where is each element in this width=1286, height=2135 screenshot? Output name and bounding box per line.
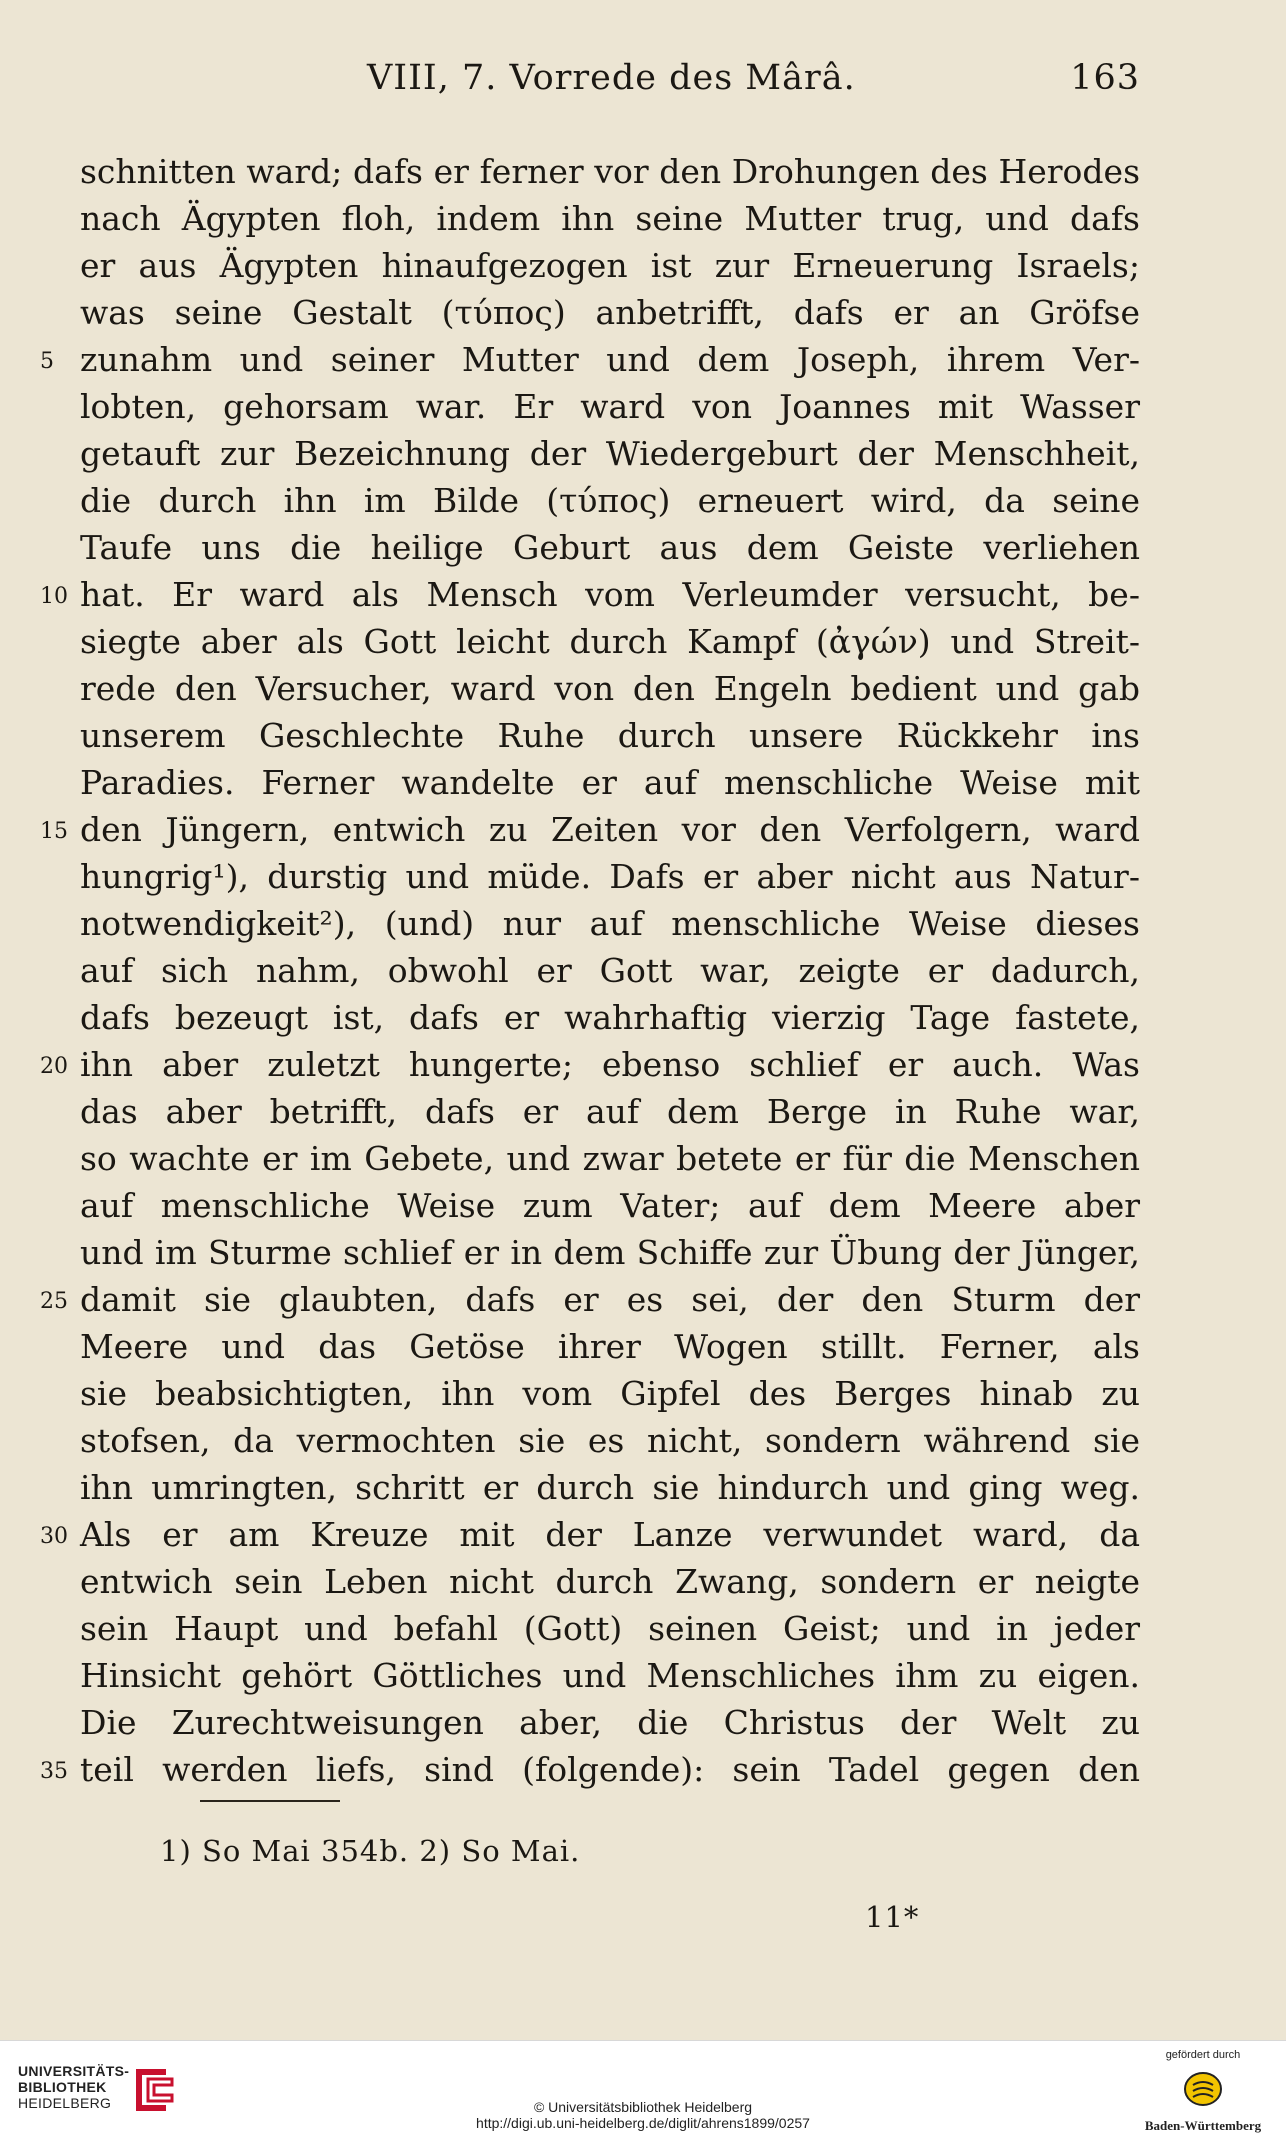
line-text: lobten, gehorsam war. Er ward von Joannes mit Wasser — [80, 387, 1140, 426]
text-line — [80, 1323, 1140, 1370]
line-text: notwendigkeit²), (und) nur auf menschliche Weise dieses — [80, 904, 1140, 943]
signature-mark: 11* — [865, 1900, 920, 1934]
line-text: hat. Er ward als Mensch vom Verleumder versucht, be- — [80, 575, 1140, 614]
text-line — [80, 477, 1140, 524]
digitization-footer — [0, 2040, 1286, 2135]
text-line — [80, 1464, 1140, 1511]
line-text: Meere und das Getöse ihrer Wogen stillt. Ferner, als — [80, 1327, 1140, 1366]
permalink[interactable]: http://digi.ub.uni-heidelberg.de/diglit/ahrens1899/0257 — [476, 2115, 810, 2131]
line-number: 15 — [40, 819, 68, 844]
sponsor-name: Baden-Württemberg — [1144, 2118, 1262, 2133]
text-line — [80, 1370, 1140, 1417]
line-text: rede den Versucher, ward von den Engeln bedient und gab — [80, 669, 1140, 708]
line-text: siegte aber als Gott leicht durch Kampf (ἀγών) und Streit- — [80, 622, 1140, 661]
line-text: die durch ihn im Bilde (τύπος) erneuert wird, da seine — [80, 481, 1140, 520]
line-text: sie beabsichtigten, ihn vom Gipfel des Berges hinab zu — [80, 1374, 1140, 1413]
sponsor-block[interactable] — [1138, 2049, 1268, 2134]
text-line — [40, 1746, 1140, 1793]
text-line — [80, 1417, 1140, 1464]
text-line — [80, 1229, 1140, 1276]
line-text: damit sie glaubten, dafs er es sei, der den Sturm der — [80, 1280, 1140, 1319]
line-number: 30 — [40, 1524, 68, 1549]
text-line — [80, 1558, 1140, 1605]
line-text: unserem Geschlechte Ruhe durch unsere Rückkehr ins — [80, 716, 1140, 755]
line-text: Hinsicht gehört Göttliches und Menschliches ihm zu eigen. — [80, 1656, 1140, 1695]
page-header — [80, 58, 1140, 104]
copyright-notice — [0, 2099, 1286, 2131]
text-line — [80, 665, 1140, 712]
text-line — [80, 1652, 1140, 1699]
text-line — [80, 195, 1140, 242]
text-line — [80, 242, 1140, 289]
library-name-line1: UNIVERSITÄTS- — [18, 2063, 130, 2079]
text-line — [80, 524, 1140, 571]
line-text: Taufe uns die heilige Geburt aus dem Geiste verliehen — [80, 528, 1140, 567]
text-line — [80, 853, 1140, 900]
text-line — [40, 1041, 1140, 1088]
line-text: getauft zur Bezeichnung der Wiedergeburt der Menschheit, — [80, 434, 1140, 473]
line-text: sein Haupt und befahl (Gott) seinen Geist; und in jeder — [80, 1609, 1140, 1648]
line-text: stofsen, da vermochten sie es nicht, sondern während sie — [80, 1421, 1140, 1460]
text-line — [80, 148, 1140, 195]
state-seal-icon — [1181, 2067, 1225, 2111]
page-number: 163 — [1070, 58, 1140, 98]
line-text: Die Zurechtweisungen aber, die Christus der Welt zu — [80, 1703, 1140, 1742]
text-line — [80, 430, 1140, 477]
text-line — [80, 1182, 1140, 1229]
text-line — [40, 1511, 1140, 1558]
line-text: er aus Ägypten hinaufgezogen ist zur Erneuerung Israels; — [80, 246, 1140, 285]
text-line — [80, 1605, 1140, 1652]
text-line — [40, 336, 1140, 383]
line-text: nach Ägypten floh, indem ihn seine Mutter trug, und dafs — [80, 199, 1140, 238]
line-number: 25 — [40, 1289, 68, 1314]
line-text: den Jüngern, entwich zu Zeiten vor den Verfolgern, ward — [80, 810, 1140, 849]
line-text: Als er am Kreuze mit der Lanze verwundet ward, da — [80, 1515, 1140, 1554]
line-text: was seine Gestalt (τύπος) anbetrifft, dafs er an Gröfse — [80, 293, 1140, 332]
copyright-text: © Universitätsbibliothek Heidelberg — [533, 2099, 753, 2115]
line-text: schnitten ward; dafs er ferner vor den Drohungen des Herodes — [80, 152, 1140, 191]
library-name-line3: HEIDELBERG — [18, 2095, 112, 2111]
text-line — [40, 1276, 1140, 1323]
line-number: 35 — [40, 1759, 68, 1784]
line-text: zunahm und seiner Mutter und dem Joseph, ihrem Ver- — [80, 340, 1140, 379]
text-line — [80, 383, 1140, 430]
running-title: VIII, 7. Vorrede des Mârâ. — [367, 58, 856, 98]
line-text: dafs bezeugt ist, dafs er wahrhaftig vierzig Tage fastete, — [80, 998, 1140, 1037]
text-line — [80, 994, 1140, 1041]
text-line — [80, 900, 1140, 947]
line-text: das aber betrifft, dafs er auf dem Berge in Ruhe war, — [80, 1092, 1140, 1131]
text-line — [80, 712, 1140, 759]
library-name-line2: BIBLIOTHEK — [18, 2079, 107, 2095]
text-line — [80, 1088, 1140, 1135]
line-text: teil werden liefs, sind (folgende): sein Tadel gegen den — [80, 1750, 1140, 1789]
footnotes: 1) So Mai 354b. 2) So Mai. — [160, 1834, 581, 1868]
text-line — [80, 289, 1140, 336]
line-text: hungrig¹), durstig und müde. Dafs er aber nicht aus Natur- — [80, 857, 1140, 896]
text-line — [40, 806, 1140, 853]
sponsor-label: gefördert durch — [1165, 2049, 1241, 2061]
line-text: auf sich nahm, obwohl er Gott war, zeigte er dadurch, — [80, 951, 1140, 990]
text-line — [80, 947, 1140, 994]
text-line — [80, 759, 1140, 806]
text-line — [80, 1699, 1140, 1746]
footnote-rule — [200, 1800, 340, 1802]
line-text: ihn aber zuletzt hungerte; ebenso schlief er auch. Was — [80, 1045, 1140, 1084]
line-text: und im Sturme schlief er in dem Schiffe zur Übung der Jünger, — [80, 1233, 1140, 1272]
line-text: entwich sein Leben nicht durch Zwang, sondern er neigte — [80, 1562, 1140, 1601]
text-line — [80, 1135, 1140, 1182]
line-number: 20 — [40, 1054, 68, 1079]
line-number: 10 — [40, 584, 68, 609]
text-line — [80, 618, 1140, 665]
line-text: ihn umringten, schritt er durch sie hindurch und ging weg. — [80, 1468, 1140, 1507]
line-number: 5 — [40, 349, 54, 374]
line-text: Paradies. Ferner wandelte er auf menschliche Weise mit — [80, 763, 1140, 802]
line-text: so wachte er im Gebete, und zwar betete er für die Menschen — [80, 1139, 1140, 1178]
text-line — [40, 571, 1140, 618]
line-text: auf menschliche Weise zum Vater; auf dem Meere aber — [80, 1186, 1140, 1225]
